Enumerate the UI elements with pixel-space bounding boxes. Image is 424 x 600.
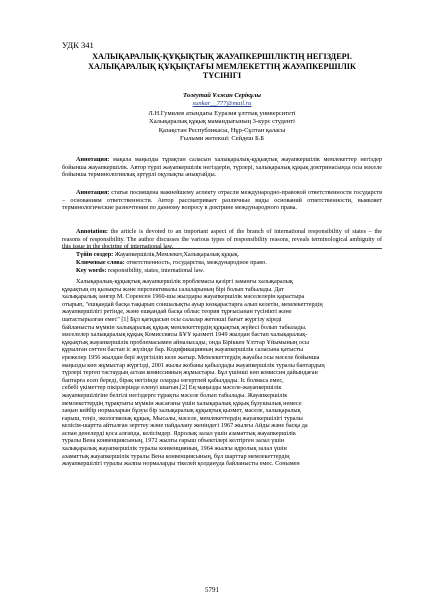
- abstract-en-label: Annotation:: [76, 228, 108, 235]
- affiliation-line: Ғылыми жетекші: Сейдеш Б.Б: [179, 135, 265, 143]
- affiliation-line: Л.Н.Гумилев атындағы Еуразия ұлттық университеті: [148, 110, 296, 117]
- body-line: ережелер 1956 жылдан бері жүргізіліп келе жатыр. Мемлекеттердің жауабы осы мәселе бойынша: [62, 353, 320, 361]
- body-line: маңызды көп жұмыстар жүргізді, 2001 жылы жобаны қабылдады жауапкершілік туралы баптардың: [62, 361, 325, 369]
- body-text: [62, 278, 382, 468]
- keywords-ru: [62, 259, 382, 267]
- affiliation-block: [62, 110, 382, 144]
- abstract-ru-label: Аннотация:: [76, 189, 110, 196]
- keywords-kz: [62, 251, 382, 259]
- body-line: отырып, "ешқандай басқа тақырып соншалықты ауыр көзқарастарға алып келетін, мемлекеттердің: [62, 300, 323, 308]
- abstract-divider: [62, 248, 382, 249]
- body-line: мәселелер халықаралық құқық Комиссиясы БҰҰ қызметі 1949 жылдан бастап халықаралық-: [62, 331, 308, 339]
- body-line: баптарға есеп береді, бірақ негізінде оларды өзгертпей қабылдады. Іс болмаса емес,: [62, 376, 284, 384]
- title-line-3: ТҮСІНІГІ: [202, 71, 242, 81]
- body-line: себебі үкіметтер пікірлерінде еленуі шығын.[2] Ең маңызды мәселе-жауапкершілік: [62, 384, 282, 392]
- body-line: азаматтық жауапкершілік туралы Вена конвенциясының, бұл шарттар мемлекеттердің: [62, 452, 290, 460]
- body-line: құқықтың ең қызықты және перспективалы салаларының бірі болып табылады. Дат: [62, 285, 284, 293]
- body-line: келісім-шартта айтылған зерттеу және пайдалану женіндегі 1967 жылғы Айды және басқа да: [62, 422, 308, 430]
- affiliation-line: Қазақстан Республикасы, Нұр-Сұлтан қаласы: [158, 126, 286, 134]
- udc-code: УДК 341: [62, 40, 94, 50]
- abstract-en-text: the article is devoted to an important aspect of the branch of international responsibility of states – the reasons of responsibility. The author discusses the various types of responsibility reasons, reveals terminological ambiguity of this issue in the doctrine of international law.: [62, 228, 382, 251]
- title-line-2: ХАЛЫҚАРАЛЫҚ ҚҰҚЫҚТАҒЫ МЕМЛЕКЕТТІҢ ЖАУАПКЕРШІЛІК: [88, 61, 356, 71]
- author-name: Толеутай Ұлжан Серікұлы: [182, 92, 262, 99]
- keywords-kz-text: Жауапкершілік,Мемлекет,Халықаралық құқық.: [114, 251, 240, 258]
- abstract-kz: [62, 156, 382, 179]
- page-number: 5791: [205, 586, 219, 594]
- author-email[interactable]: sunkar__777@mail.ru: [192, 100, 252, 107]
- body-line: туралы Вена конвенциясының, 1972 жылғы ғарыш объектілері келтірген залал үшін: [62, 437, 285, 445]
- paper-title: [62, 52, 382, 81]
- abstract-ru-text: статья посвящена важнейшему аспекту отрасли международно-правовой ответственности государств – основаниям ответственности. Автор рассматривает различные виды оснований ответственности, выявляет терминологические разночтения по данному вопросу в доктрине международного права.: [62, 189, 383, 212]
- abstract-kz-text: мақала маңызды тұрақтан саласын халықаралық-құқықтық жауапкершілік мемлекеттер негіздер бойынша жауапкершілік. Автор түрлі жауапкершілік негіздерін, түрлері, халықаралық құқық доктринасында осы мәселе бойынша терминологиялық әртүрлі оқулықты анықтайды.: [62, 156, 383, 179]
- body-line: түрлері тергеп тастаудың астам комиссияның жұмыстары. Бұл үшінші көп комиссия дайындаған: [62, 369, 318, 377]
- body-line: шатастырылған емес" [1] Бұл қағидасын осы салалар жетекші бағыт жүргізу кіреді: [62, 315, 282, 323]
- title-line-1: ХАЛЫҚАРАЛЫҚ-ҚҰҚЫҚТЫҚ ЖАУАПКЕРШІЛІКТІҢ НЕГІЗДЕРІ.: [92, 52, 352, 61]
- keywords-ru-text: ответственность, государства, международное право.: [126, 259, 267, 266]
- body-line: аспан денелерді қоса алғанда, келісімдер. Ядролық залал үшін азаматтық жауапкершілік: [62, 429, 296, 437]
- keywords-en-text: responsibility, states, international law.: [107, 267, 205, 274]
- keywords-en: [62, 267, 382, 275]
- affiliation-line: Халықаралық құқық мамандығының 3-курс студенті: [149, 118, 295, 126]
- body-line: құқықтық жауапкершілік проблемасымен айналысады, онда Біріккен Ұлттар Ұйымының осы: [62, 338, 309, 346]
- abstract-kz-label: Аннотация:: [76, 156, 110, 163]
- keywords-ru-label: Ключевые слова:: [76, 259, 125, 266]
- body-line: халықаралық зангер М. Соренсен 1960-шы жылдары жауапкершілік мәселелерін қарастыра: [62, 293, 305, 301]
- body-line: жауапкершілігі туралы жалпы нормаларды тікелей қолдануда байланысты емес. Сонымен: [62, 460, 300, 468]
- body-line: Халықаралық-құқықтық жауапкершілік проблемасы қазіргі заманғы халықаралық: [76, 278, 293, 285]
- body-line: мемлекеттердің тұрақтығы мүмкін жасағаны үшін халықаралық құқық бұзушылық немесе: [62, 399, 302, 407]
- body-line: байланысты мүмкін халықаралық құқық мемлекеттердің құқықтық жүйесі болып табылады.: [62, 323, 307, 331]
- abstract-ru: [62, 189, 382, 212]
- body-line: жауапкершілігі ретінде, және ешқандай басқа облыс теория тұрғысынан түсінікті және: [62, 308, 292, 316]
- body-line: жауапкершілігіне белгілі негіздерге тұрақты мәселе болып табылады. Жауапкершілік: [62, 391, 288, 399]
- body-line: құрылған сөттен бастап іс жүзінде бар. Кодификацияның жауапкершілік саласына қатысты: [62, 346, 303, 354]
- body-line: заңын кейбір нормаларын бұзуы бір халықаралық құқықтық қызмет, маселе, халықаралық: [62, 407, 301, 415]
- body-line: халықаралық жауапкершілік туралы конвенцияның, 1964 жылғы ядролық залал үшін: [62, 445, 287, 453]
- keywords-kz-label: Түйін сөздер:: [76, 251, 114, 258]
- body-line: ғарыш, теңіз, экологиялық құқық. Мысалы, мәселе, мемлекеттердің жауапкершілігі туралы: [62, 414, 303, 422]
- keywords-en-label: Key words:: [76, 267, 107, 274]
